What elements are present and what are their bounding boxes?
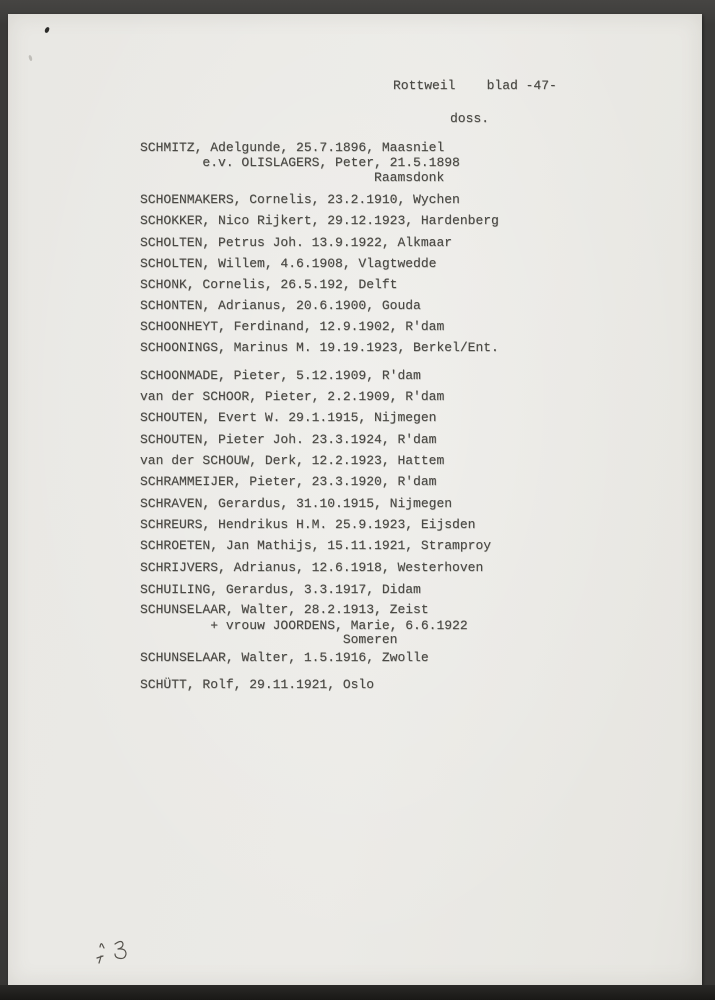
entry-line: SCHRAVEN, Gerardus, 31.10.1915, Nijmegen [140, 496, 453, 511]
entry-line: SCHUNSELAAR, Walter, 28.2.1913, Zeist [140, 602, 429, 617]
entry-line: SCHMITZ, Adelgunde, 25.7.1896, Maasniel [140, 140, 445, 155]
document-paper [8, 14, 702, 985]
entry-line: SCHOONHEYT, Ferdinand, 12.9.1902, R'dam [140, 319, 445, 334]
handwritten-note-mark [91, 937, 135, 979]
entry-line: SCHOLTEN, Petrus Joh. 13.9.1922, Alkmaar [140, 235, 453, 250]
entry-line: SCHÜTT, Rolf, 29.11.1921, Oslo [140, 677, 375, 692]
page-header: Rottweil blad -47- [393, 78, 557, 93]
faint-mark [28, 55, 33, 62]
entry-line: SCHOLTEN, Willem, 4.6.1908, Vlagtwedde [140, 256, 437, 271]
entry-line: e.v. OLISLAGERS, Peter, 21.5.1898 [140, 155, 460, 170]
doss-label: doss. [450, 111, 490, 126]
ink-speck [44, 27, 50, 34]
scan-bottom-shadow [0, 985, 715, 1000]
entry-line: van der SCHOOR, Pieter, 2.2.1909, R'dam [140, 389, 445, 404]
entry-line: SCHOUTEN, Pieter Joh. 23.3.1924, R'dam [140, 432, 437, 447]
entry-line: SCHOKKER, Nico Rijkert, 29.12.1923, Hardenberg [140, 213, 499, 228]
entry-line: SCHRAMMEIJER, Pieter, 23.3.1920, R'dam [140, 474, 437, 489]
entry-line: SCHUNSELAAR, Walter, 1.5.1916, Zwolle [140, 650, 429, 665]
entry-line: + vrouw JOORDENS, Marie, 6.6.1922 [140, 618, 468, 633]
entry-line: SCHROETEN, Jan Mathijs, 15.11.1921, Stramproy [140, 538, 492, 553]
entry-line: SCHOONMADE, Pieter, 5.12.1909, R'dam [140, 368, 421, 383]
entry-line: SCHOENMAKERS, Cornelis, 23.2.1910, Wychen [140, 192, 460, 207]
entry-line: SCHONTEN, Adrianus, 20.6.1900, Gouda [140, 298, 421, 313]
entry-line: Raamsdonk [140, 170, 445, 185]
entry-line: SCHOONINGS, Marinus M. 19.19.1923, Berkel/Ent. [140, 340, 499, 355]
entry-line: SCHREURS, Hendrikus H.M. 25.9.1923, Eijsden [140, 517, 476, 532]
entry-line: van der SCHOUW, Derk, 12.2.1923, Hattem [140, 453, 445, 468]
entry-line: SCHOUTEN, Evert W. 29.1.1915, Nijmegen [140, 410, 437, 425]
entry-line: Someren [140, 632, 398, 647]
entry-line: SCHONK, Cornelis, 26.5.192, Delft [140, 277, 398, 292]
entry-line: SCHUILING, Gerardus, 3.3.1917, Didam [140, 582, 421, 597]
entry-line: SCHRIJVERS, Adrianus, 12.6.1918, Westerhoven [140, 560, 484, 575]
